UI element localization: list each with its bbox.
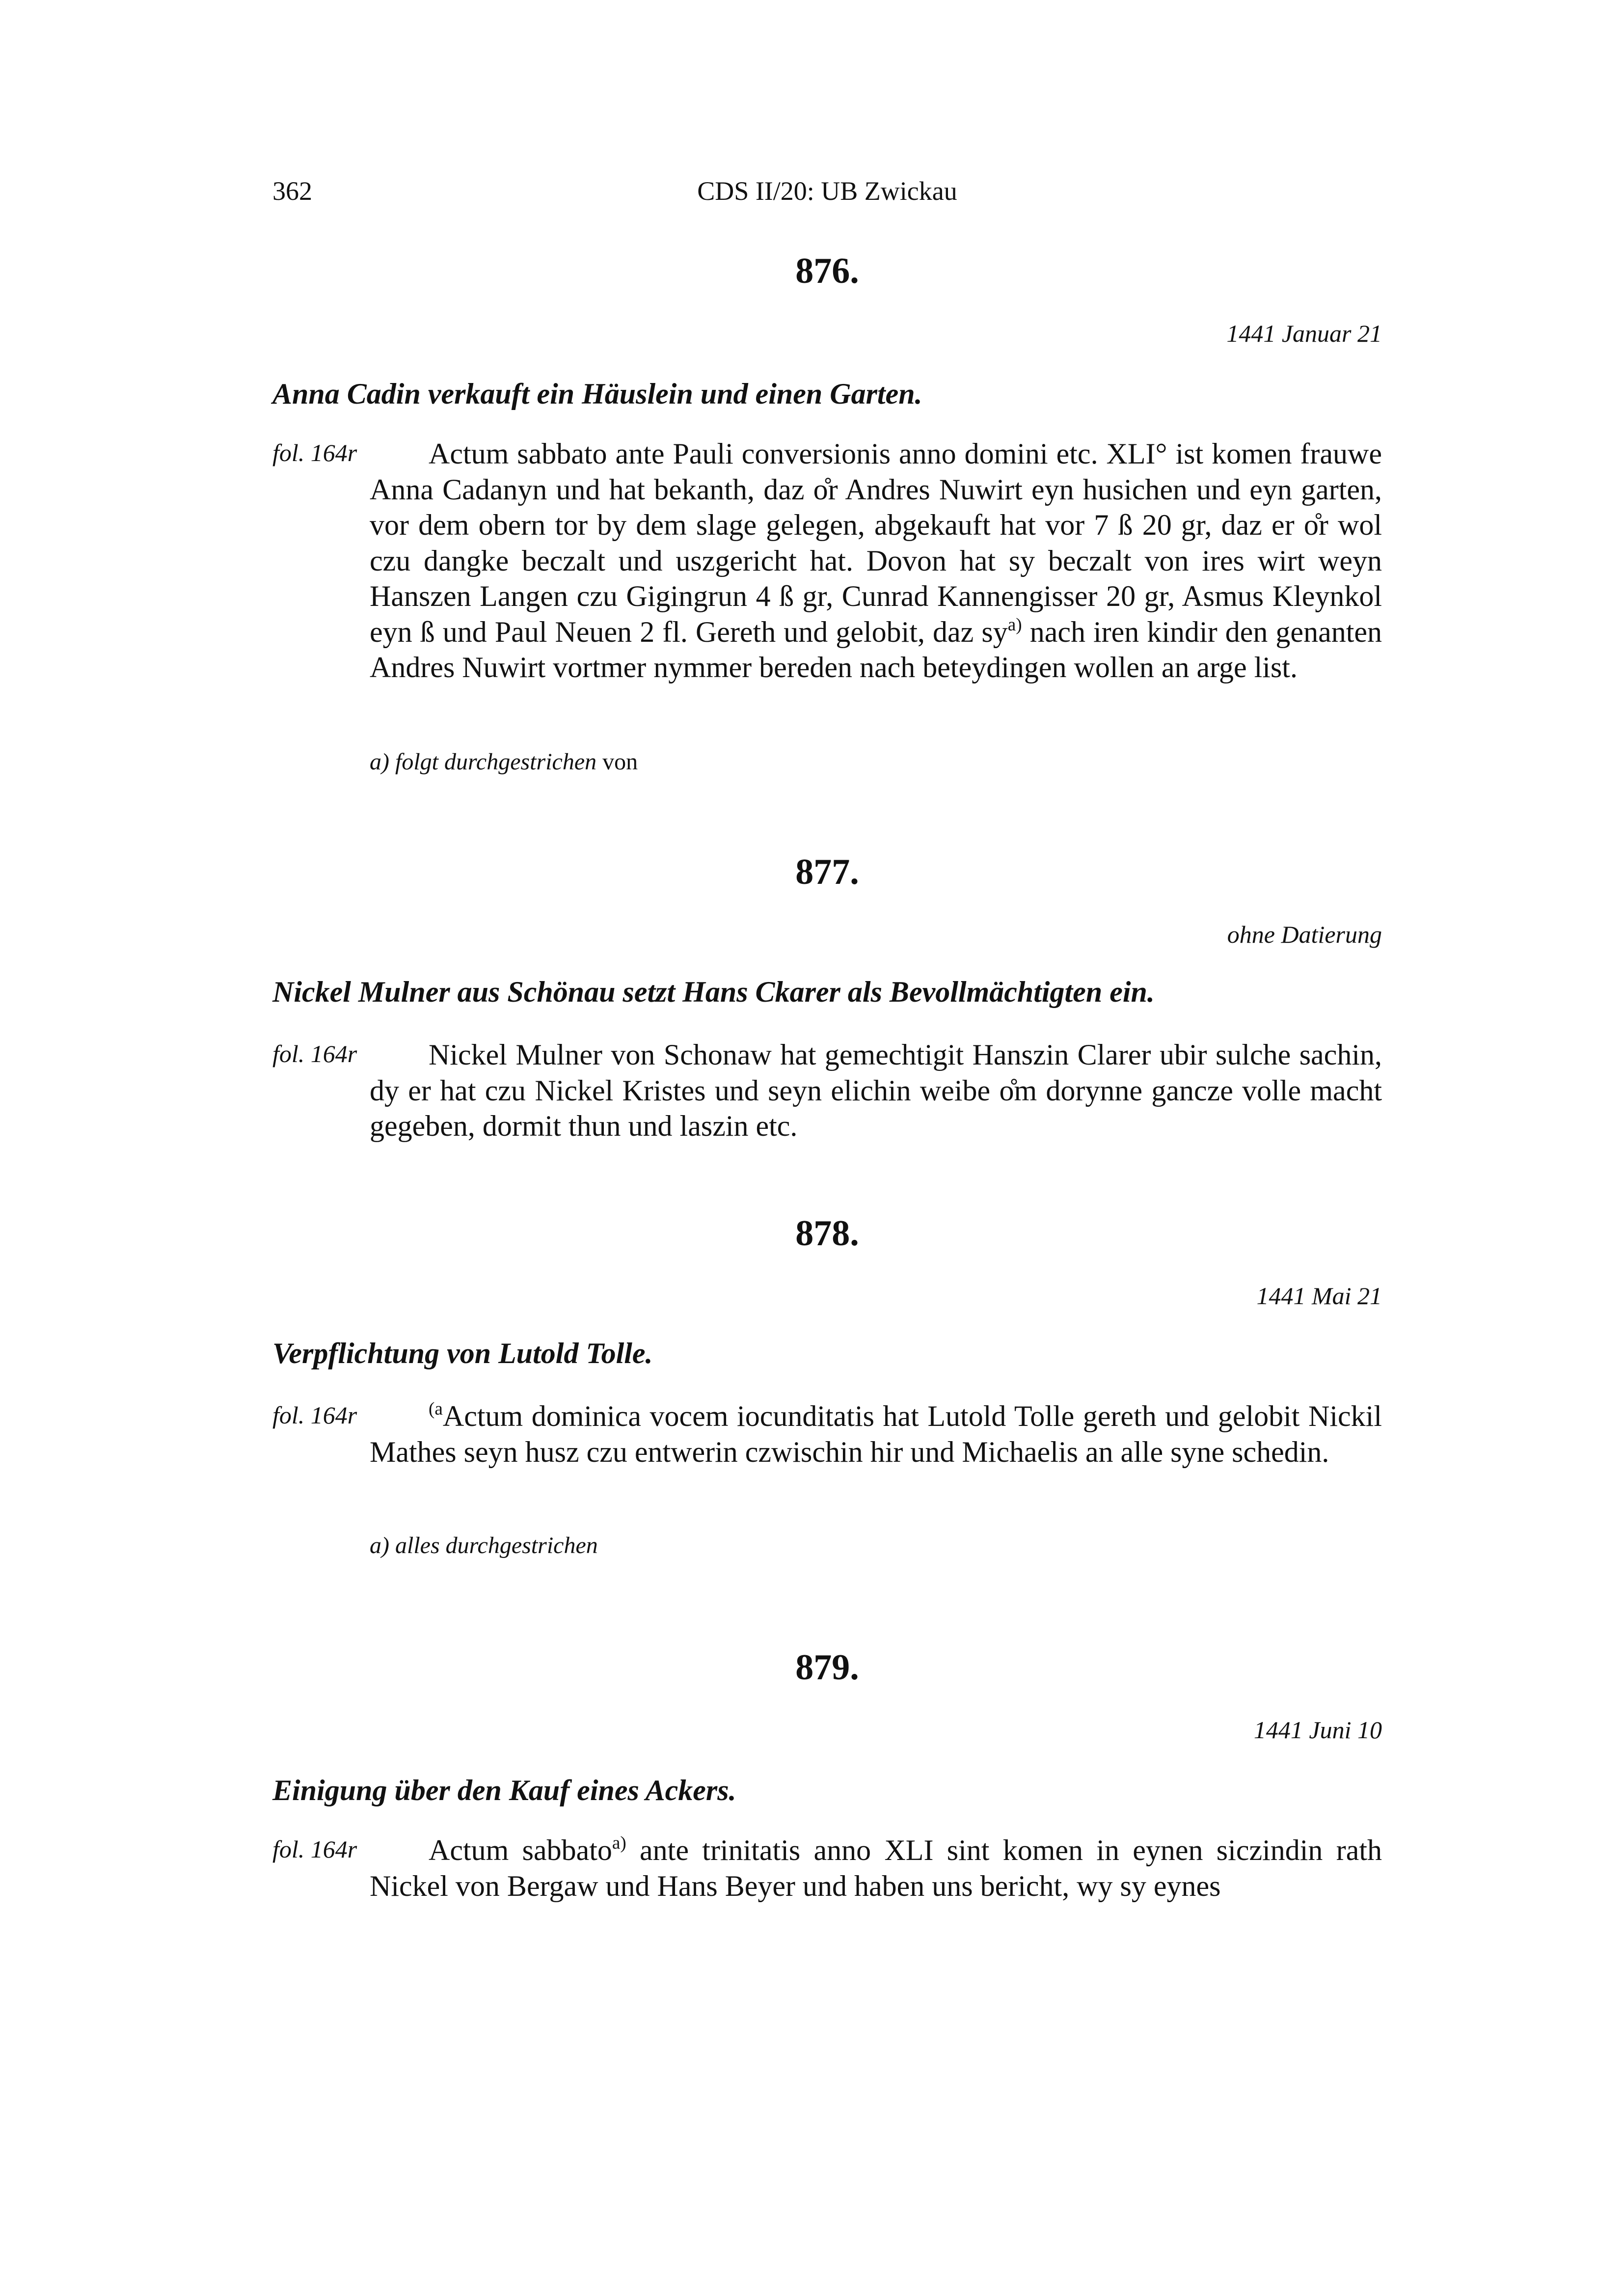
footnote-mark: a) — [1007, 614, 1022, 635]
footnote — [370, 1532, 1382, 1559]
entry-text — [370, 1037, 1382, 1144]
entry-text-part: Nickel Mulner von Schonaw hat gemechtigit Hanszin Clarer ubir sulche sachin, dy er hat czu Nickel Kristes und seyn elichin weibe o̊m dorynne gancze volle macht gegeben, dormit thun und laszin etc. — [370, 1039, 1382, 1142]
entry-text-part: Actum sabbato ante Pauli conversionis anno domini etc. XLI° ist komen frauwe Anna Cadanyn und hat bekanth, daz o̊r Andres Nuwirt eyn husichen und eyn garten, vor dem obern tor by dem slage gelegen, abgekauft hat vor 7 ß 20 gr, daz er o̊r wol czu dangke beczalt und uszgericht hat. Dovon hat sy beczalt von ires wirt weyn Hanszen Langen czu Gigingrun 4 ß gr, Cunrad Kannengisser 20 gr, Asmus Kleynkol eyn ß und Paul Neuen 2 fl. Gereth und gelobit, daz sy — [370, 437, 1382, 648]
entry-text — [370, 1832, 1382, 1904]
footnote-text: a) folgt durchgestrichen — [370, 749, 597, 775]
entry-text-part: Actum sabbato — [429, 1834, 612, 1866]
entry-text — [370, 1398, 1382, 1470]
folio-reference: fol. 164r — [272, 1040, 357, 1067]
entry-text-part: nach iren kindir den genanten Andres Nuwirt vortmer nymmer bereden nach beteydingen wollen an arge list. — [370, 615, 1382, 683]
entry-text-part: Actum dominica vocem iocunditatis hat Lutold Tolle gereth und gelobit Nickil Mathes seyn husz czu entwerin czwischin hir und Michaelis an alle syne schedin. — [370, 1400, 1382, 1468]
folio-reference: fol. 164r — [272, 1835, 357, 1863]
entry-heading: Anna Cadin verkauft ein Häuslein und einen Garten. — [272, 378, 922, 410]
entry-date: ohne Datierung — [1227, 921, 1382, 948]
entry-date: 1441 Januar 21 — [1226, 320, 1382, 347]
entry-number: 877. — [795, 852, 859, 892]
entry-heading: Nickel Mulner aus Schönau setzt Hans Ckarer als Bevollmächtigten ein. — [272, 976, 1155, 1008]
footnote-text: a) alles durchgestrichen — [370, 1532, 598, 1558]
entry-number: 879. — [795, 1647, 859, 1688]
entry-heading: Verpflichtung von Lutold Tolle. — [272, 1337, 653, 1369]
footnote — [370, 748, 1382, 775]
running-head — [272, 176, 1382, 213]
entry-date: 1441 Juni 10 — [1253, 1716, 1382, 1744]
entry-number: 876. — [795, 251, 859, 291]
entry-text — [370, 436, 1382, 685]
folio-reference: fol. 164r — [272, 439, 357, 466]
entry-date: 1441 Mai 21 — [1256, 1282, 1382, 1310]
footnote-text: von — [596, 749, 638, 775]
entry-text-part: ante trinitatis anno XLI sint komen in eynen siczindin rath Nickel von Bergaw und Hans Beyer und haben uns bericht, wy sy eynes — [370, 1834, 1382, 1902]
page-number: 362 — [272, 176, 312, 206]
entry-number: 878. — [795, 1213, 859, 1254]
folio-reference: fol. 164r — [272, 1401, 357, 1429]
footnote-mark: (a — [429, 1398, 443, 1419]
journal-title: CDS II/20: UB Zwickau — [697, 176, 957, 206]
footnote-mark: a) — [612, 1832, 626, 1853]
entry-heading: Einigung über den Kauf eines Ackers. — [272, 1774, 736, 1806]
